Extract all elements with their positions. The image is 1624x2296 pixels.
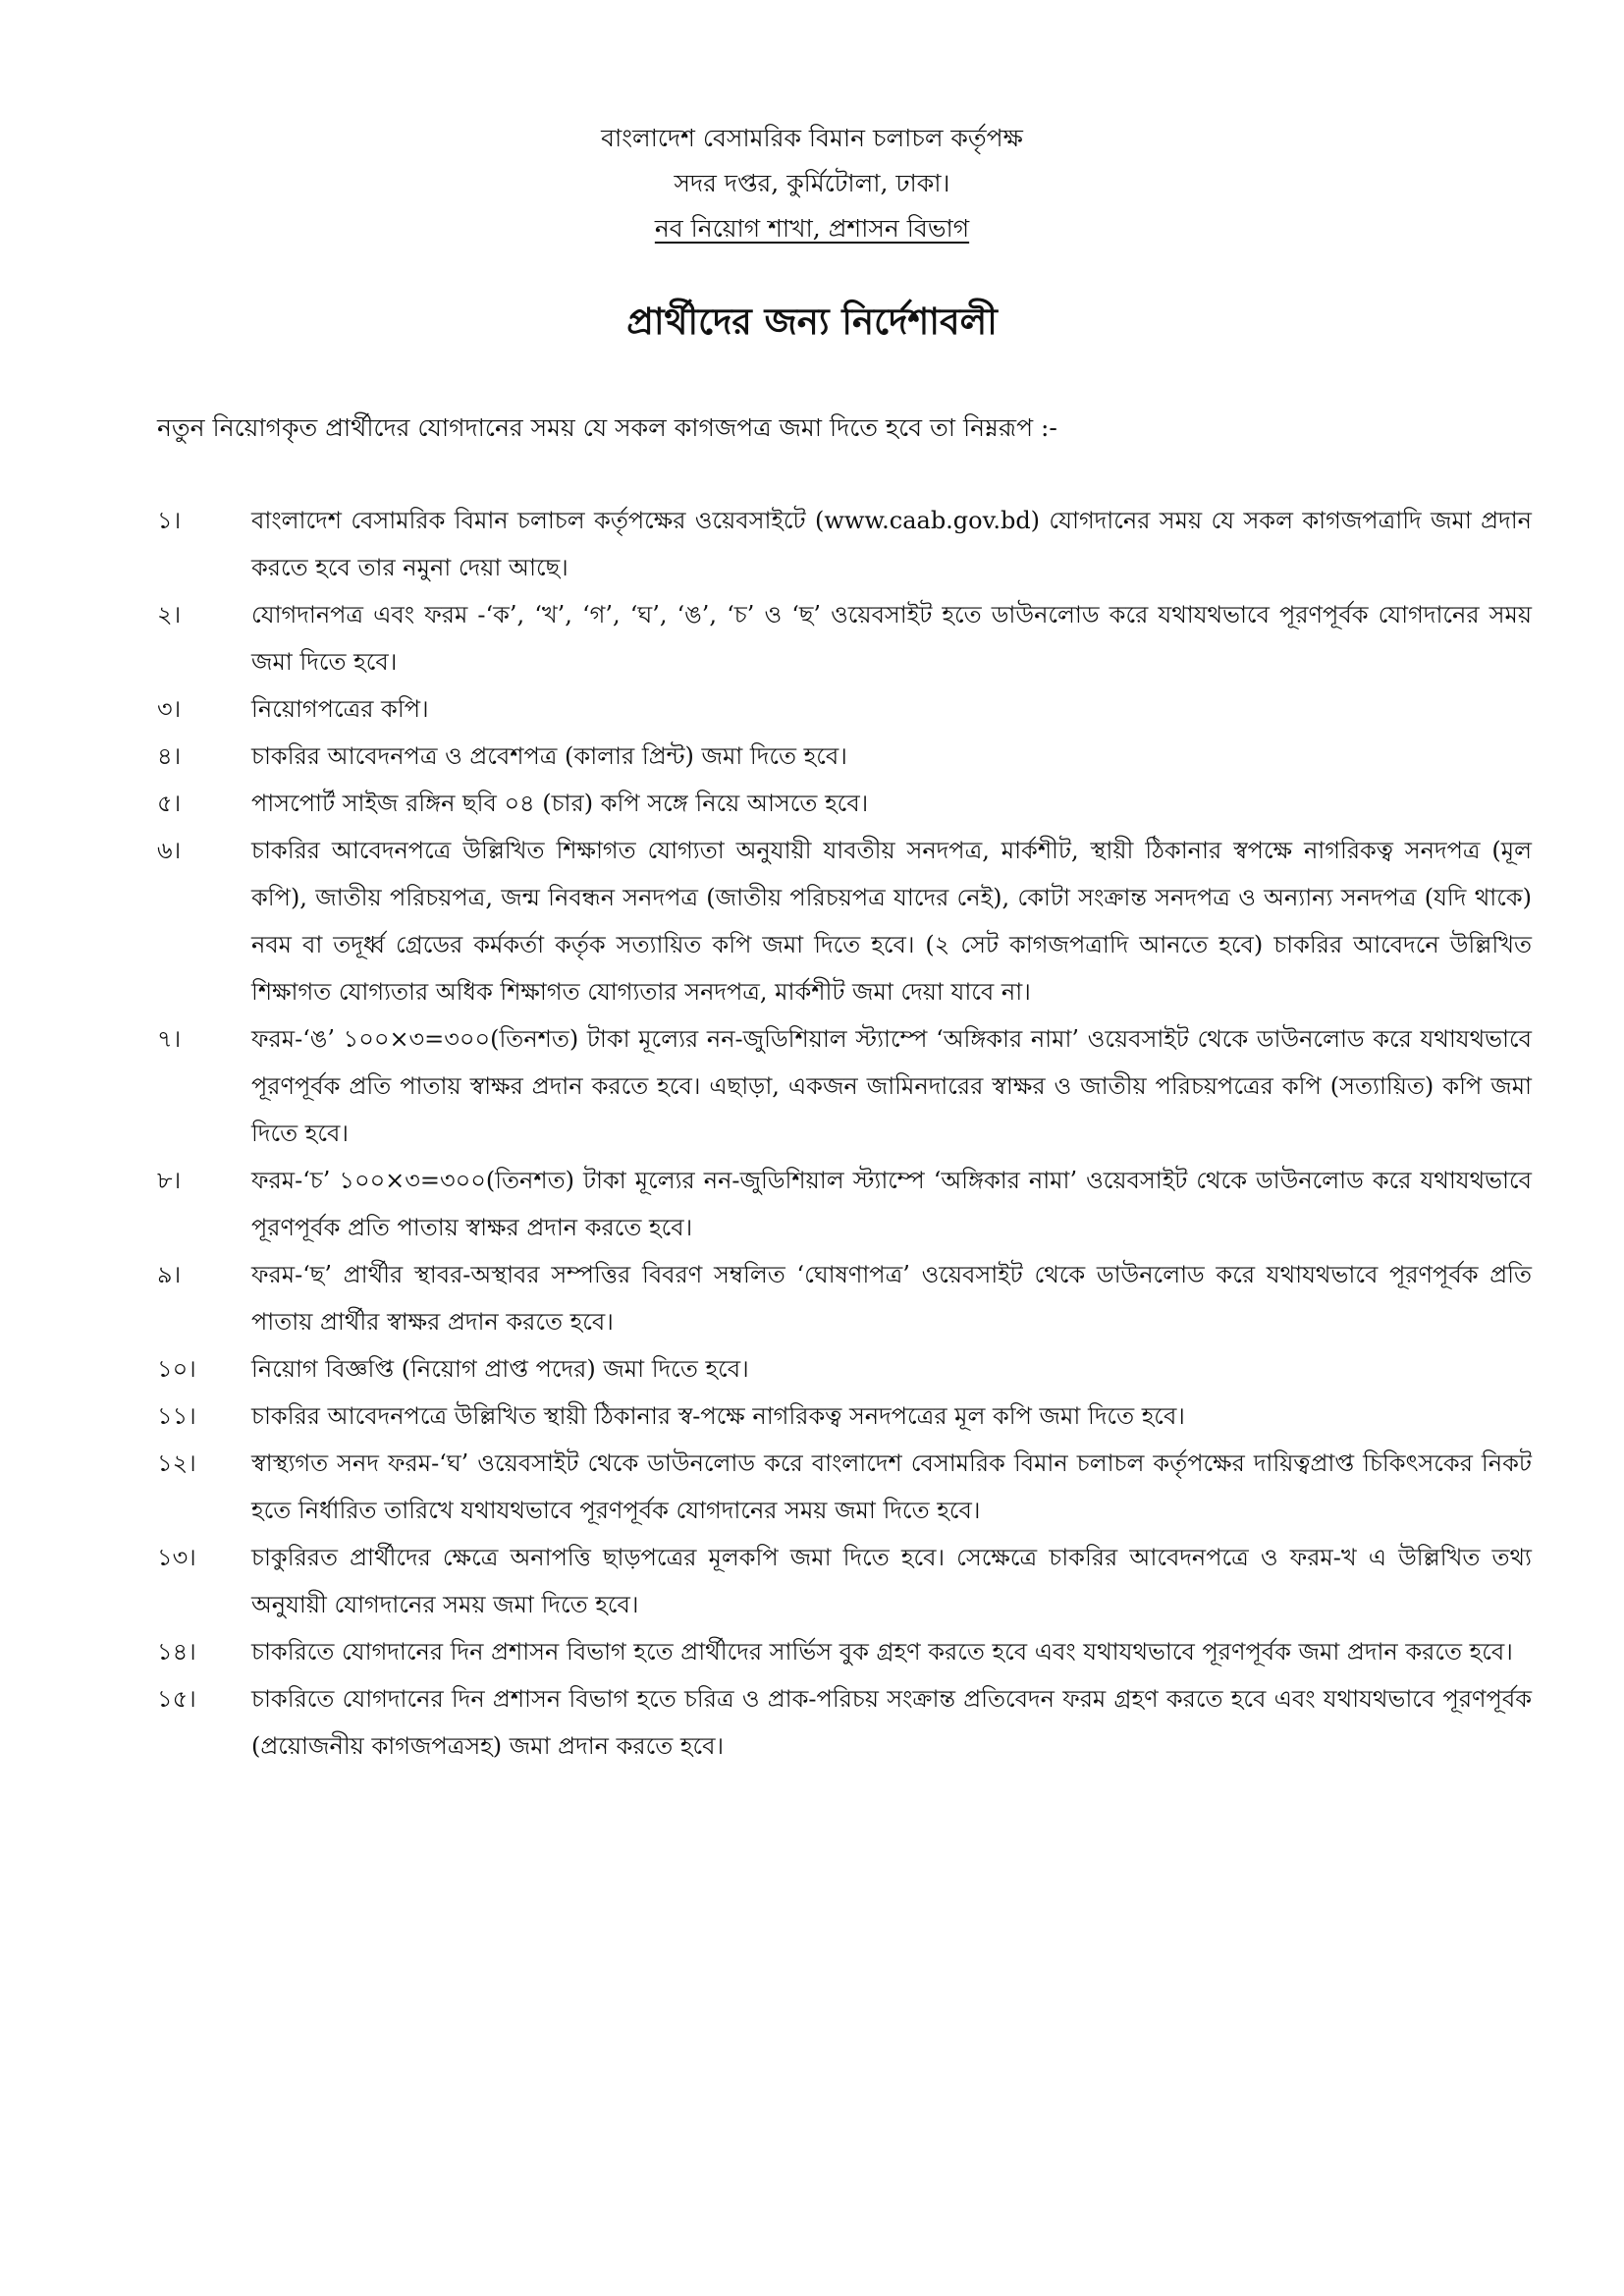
list-item [157, 1015, 1532, 1157]
list-item [157, 1393, 1532, 1440]
item-number: ৪। [157, 742, 182, 770]
item-text: যোগদানপত্র এবং ফরম -‘ক’, ‘খ’, ‘গ’, ‘ঘ’, ‘ঙ’, ‘চ’ ও ‘ছ’ ওয়েবসাইট হতে ডাউনলোড করে যথাযথভাবে পূরণপূর্বক যোগদানের সময় জমা দিতে হবে। [251, 601, 1532, 676]
list-item [157, 733, 1532, 780]
item-text: চাকরির আবেদনপত্রে উল্লিখিত স্থায়ী ঠিকানার স্ব-পক্ষে নাগরিকত্ব সনদপত্রের মূল কপি জমা দিতে হবে। [251, 1402, 1185, 1430]
list-item [157, 1345, 1532, 1393]
item-number: ২। [157, 601, 182, 629]
list-item [157, 1534, 1532, 1628]
item-number: ১৪। [157, 1638, 196, 1666]
item-text: চাকরিতে যোগদানের দিন প্রশাসন বিভাগ হতে প্রার্থীদের সার্ভিস বুক গ্রহণ করতে হবে এবং যথাযথভাবে পূরণপূর্বক জমা প্রদান করতে হবে। [251, 1638, 1513, 1666]
item-number: ১২। [157, 1449, 196, 1477]
item-text: নিয়োগ বিজ্ঞপ্তি (নিয়োগ প্রাপ্ত পদের) জমা দিতে হবে। [251, 1355, 749, 1383]
item-text: চাকরির আবেদনপত্র ও প্রবেশপত্র (কালার প্রিন্ট) জমা দিতে হবে। [251, 742, 847, 770]
instruction-list [157, 497, 1532, 1770]
item-number: ৯। [157, 1261, 182, 1288]
list-item [157, 1675, 1532, 1770]
item-text: নিয়োগপত্রের কপি। [251, 695, 429, 723]
item-text: চাকরির আবেদনপত্রে উল্লিখিত শিক্ষাগত যোগ্যতা অনুযায়ী যাবতীয় সনদপত্র, মার্কশীট, স্থায়ী ঠিকানার স্বপক্ষে নাগরিকত্ব সনদপত্র (মূল কপি), জাতীয় পরিচয়পত্র, জন্ম নিবন্ধন সনদপত্র (জাতীয় পরিচয়পত্র যাদের নেই), কোটা সংক্রান্ত সনদপত্র ও অন্যান্য সনদপত্র (যদি থাকে) নবম বা তদূর্ধ্ব গ্রেডের কর্মকর্তা কর্তৃক সত্যায়িত কপি জমা দিতে হবে। (২ সেট কাগজপত্রাদি আনতে হবে) চাকরির আবেদনে উল্লিখিত শিক্ষাগত যোগ্যতার অধিক শিক্ষাগত যোগ্যতার সনদপত্র, মার্কশীট জমা দেয়া যাবে না। [251, 837, 1532, 1006]
list-item [157, 827, 1532, 1015]
intro-paragraph: নতুন নিয়োগকৃত প্রার্থীদের যোগদানের সময় যে সকল কাগজপত্র জমা দিতে হবে তা নিম্নরূপ :- [157, 413, 1057, 442]
item-number: ৫। [157, 790, 182, 817]
item-number: ৬। [157, 837, 182, 864]
list-item [157, 685, 1532, 733]
item-number: ১৫। [157, 1685, 196, 1713]
organization-name: বাংলাদেশ বেসামরিক বিমান চলাচল কর্তৃপক্ষ [601, 124, 1023, 152]
list-item [157, 1157, 1532, 1251]
item-number: ৭। [157, 1025, 182, 1053]
item-number: ৩। [157, 695, 182, 723]
item-text: চাকরিতে যোগদানের দিন প্রশাসন বিভাগ হতে চরিত্র ও প্রাক-পরিচয় সংক্রান্ত প্রতিবেদন ফরম গ্রহণ করতে হবে এবং যথাযথভাবে পূরণপূর্বক (প্রয়োজনীয় কাগজপত্রসহ) জমা প্রদান করতে হবে। [251, 1685, 1532, 1760]
list-item [157, 1628, 1532, 1675]
item-text: বাংলাদেশ বেসামরিক বিমান চলাচল কর্তৃপক্ষের ওয়েবসাইটে (www.caab.gov.bd) যোগদানের সময় যে সকল কাগজপত্রাদি জমা প্রদান করতে হবে তার নমুনা দেয়া আছে। [251, 507, 1532, 581]
office-address: সদর দপ্তর, কুর্মিটোলা, ঢাকা। [674, 169, 950, 197]
item-text: ফরম-‘চ’ ১০০×৩=৩০০(তিনশত) টাকা মূল্যের নন-জুডিশিয়াল স্ট্যাম্পে ‘অঙ্গিকার নামা’ ওয়েবসাইট থেকে ডাউনলোড করে যথাযথভাবে পূরণপূর্বক প্রতি পাতায় স্বাক্ষর প্রদান করতে হবে। [251, 1167, 1532, 1241]
item-number: ১। [157, 507, 182, 534]
list-item [157, 780, 1532, 827]
list-item [157, 1251, 1532, 1345]
item-text: চাকুরিরত প্রার্থীদের ক্ষেত্রে অনাপত্তি ছাড়পত্রের মূলকপি জমা দিতে হবে। সেক্ষেত্রে চাকরির আবেদনপত্রে ও ফরম-খ এ উল্লিখিত তথ্য অনুযায়ী যোগদানের সময় জমা দিতে হবে। [251, 1544, 1532, 1618]
item-number: ১০। [157, 1355, 196, 1383]
list-item [157, 591, 1532, 685]
item-text: ফরম-‘ছ’ প্রার্থীর স্থাবর-অস্থাবর সম্পত্তির বিবরণ সম্বলিত ‘ঘোষণাপত্র’ ওয়েবসাইট থেকে ডাউনলোড করে যথাযথভাবে পূরণপূর্বক প্রতি পাতায় প্রার্থীর স্বাক্ষর প্রদান করতে হবে। [251, 1261, 1532, 1336]
list-item [157, 1440, 1532, 1534]
department-name-text: নব নিয়োগ শাখা, প্রশাসন বিভাগ [654, 214, 970, 243]
item-text: ফরম-‘ঙ’ ১০০×৩=৩০০(তিনশত) টাকা মূল্যের নন-জুডিশিয়াল স্ট্যাম্পে ‘অঙ্গিকার নামা’ ওয়েবসাইট থেকে ডাউনলোড করে যথাযথভাবে পূরণপূর্বক প্রতি পাতায় স্বাক্ষর প্রদান করতে হবে। এছাড়া, একজন জামিনদারের স্বাক্ষর ও জাতীয় পরিচয়পত্রের কপি (সত্যায়িত) কপি জমা দিতে হবে। [251, 1025, 1532, 1147]
item-number: ৮। [157, 1167, 182, 1194]
item-text: পাসপোর্ট সাইজ রঙ্গিন ছবি ০৪ (চার) কপি সঙ্গে নিয়ে আসতে হবে। [251, 790, 869, 817]
item-number: ১১। [157, 1402, 196, 1430]
list-item [157, 497, 1532, 591]
document-title: প্রার্থীদের জন্য নির্দেশাবলী [626, 301, 998, 343]
department-name [0, 206, 1624, 251]
item-text: স্বাস্থ্যগত সনদ ফরম-‘ঘ’ ওয়েবসাইট থেকে ডাউনলোড করে বাংলাদেশ বেসামরিক বিমান চলাচল কর্তৃপক্ষের দায়িত্বপ্রাপ্ত চিকিৎসকের নিকট হতে নির্ধারিত তারিখে যথাযথভাবে পূরণপূর্বক যোগদানের সময় জমা দিতে হবে। [251, 1449, 1532, 1524]
document-header [0, 116, 1624, 251]
item-number: ১৩। [157, 1544, 196, 1571]
